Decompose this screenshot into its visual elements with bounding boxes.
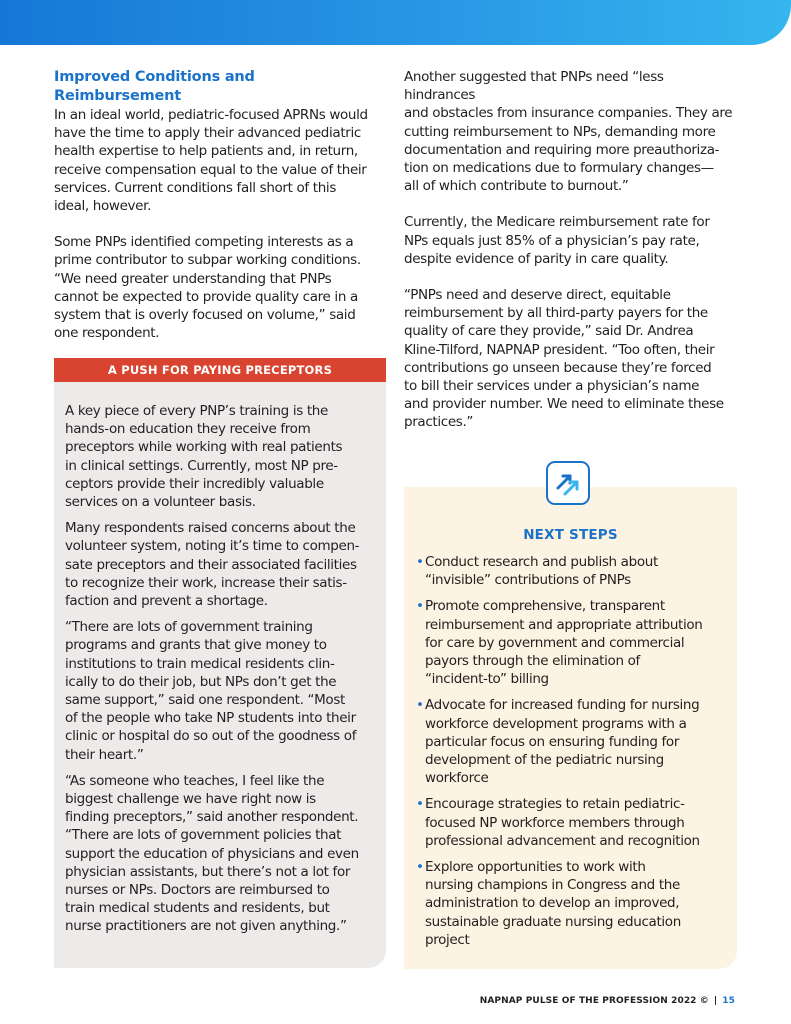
page-footer	[480, 996, 735, 1006]
list-item	[416, 795, 728, 850]
body-paragraph: In an ideal world, pediatric-focused APRNs would have the time to apply their advanced pediatric health expertise to help patients and, in return, receive compensation equal to the value of their services. Current conditions fall short of this ideal, however.	[54, 107, 368, 215]
bullet-icon: •	[416, 697, 424, 714]
body-paragraph: Currently, the Medicare reimbursement rate for NPs equals just 85% of a physician’s pay rate, despite evidence of parity in care quality.	[404, 214, 710, 267]
list-item-text: Encourage strategies to retain pediatric- focused NP workforce members through professional advancement and recognition	[425, 796, 700, 849]
body-paragraph: Another suggested that PNPs need “less hindrances and obstacles from insurance companies. They are cutting reimbursement to NPs, demanding more documentation and requiring more preauthoriza- tion on medications due to formulary changes— all of which contribute to burnout.”	[404, 69, 733, 195]
list-item-text: Advocate for increased funding for nursing workforce development programs with a particular focus on ensuring funding for development of the pediatric nursing workforce	[425, 697, 700, 787]
sidebar-title: A PUSH FOR PAYING PRECEPTORS	[54, 358, 386, 382]
list-item-text: Promote comprehensive, transparent reimbursement and appropriate attribution for care by government and commercial payors through the elimination of “incident-to” billing	[425, 598, 703, 688]
left-column	[54, 68, 386, 342]
sidebar-paragraph: “As someone who teaches, I feel like the biggest challenge we have right now is finding preceptors,” said another respondent. “There are lots of government policies that support the education of physicians and even physician assistants, but there’s not a lot for nurses or NPs. Doctors are reimbursed to train medical students and residents, but nurse practitioners are not given anything.”	[65, 772, 359, 935]
list-item	[416, 858, 728, 949]
section-heading: Improved Conditions and Reimbursement	[54, 69, 255, 104]
bullet-icon: •	[416, 598, 424, 615]
list-item	[416, 553, 728, 589]
page-number: 15	[722, 996, 735, 1006]
right-column	[404, 68, 738, 432]
bullet-icon: •	[416, 554, 424, 570]
bullet-icon: •	[416, 796, 424, 813]
list-item	[416, 696, 728, 787]
trending-arrows-icon	[546, 461, 590, 505]
sidebar-paragraph: Many respondents raised concerns about the volunteer system, noting it’s time to compen- sate preceptors and their associated facilities to recognize their work, increase their satis- faction and prevent a shortage.	[65, 520, 360, 610]
body-paragraph: Some PNPs identified competing interests as a prime contributor to subpar working conditions. “We need greater understanding that PNPs cannot be expected to provide quality care in a system that is overly focused on volume,” said one respondent.	[54, 234, 361, 342]
footer-separator: |	[713, 996, 718, 1006]
publication-title: NAPNAP PULSE OF THE PROFESSION 2022 ©	[479, 996, 709, 1006]
header-banner	[0, 0, 791, 45]
list-item-text: Explore opportunities to work with nursing champions in Congress and the administration to develop an improved, sustainable graduate nursing education project	[425, 859, 681, 948]
body-paragraph: “PNPs need and deserve direct, equitable reimbursement by all third-party payers for the quality of care they provide,” said Dr. Andrea Kline-Tilford, NAPNAP president. “Too often, their contributions go unseen because they’re forced to bill their services under a physician’s name and provider number. We need to eliminate these practices.”	[404, 287, 724, 431]
preceptors-sidebar	[54, 358, 386, 968]
bullet-icon: •	[416, 859, 424, 876]
next-steps-title: NEXT STEPS	[523, 527, 618, 543]
sidebar-paragraph: “There are lots of government training programs and grants that give money to institutions to train medical residents clin- ically to do their job, but NPs don’t get the same support,” said one respondent. “Most of the people who take NP students into their clinic or hospital do so out of the goodness of their heart.”	[65, 619, 357, 763]
list-item	[416, 597, 728, 688]
sidebar-paragraph: A key piece of every PNP’s training is the hands-on education they receive from preceptors while working with real patients in clinical settings. Currently, most NP pre- ceptors provide their incredibly valuable services on a volunteer basis.	[65, 403, 343, 511]
next-steps-list	[416, 553, 728, 957]
list-item-text: Conduct research and publish about “invisible” contributions of PNPs	[425, 554, 658, 589]
